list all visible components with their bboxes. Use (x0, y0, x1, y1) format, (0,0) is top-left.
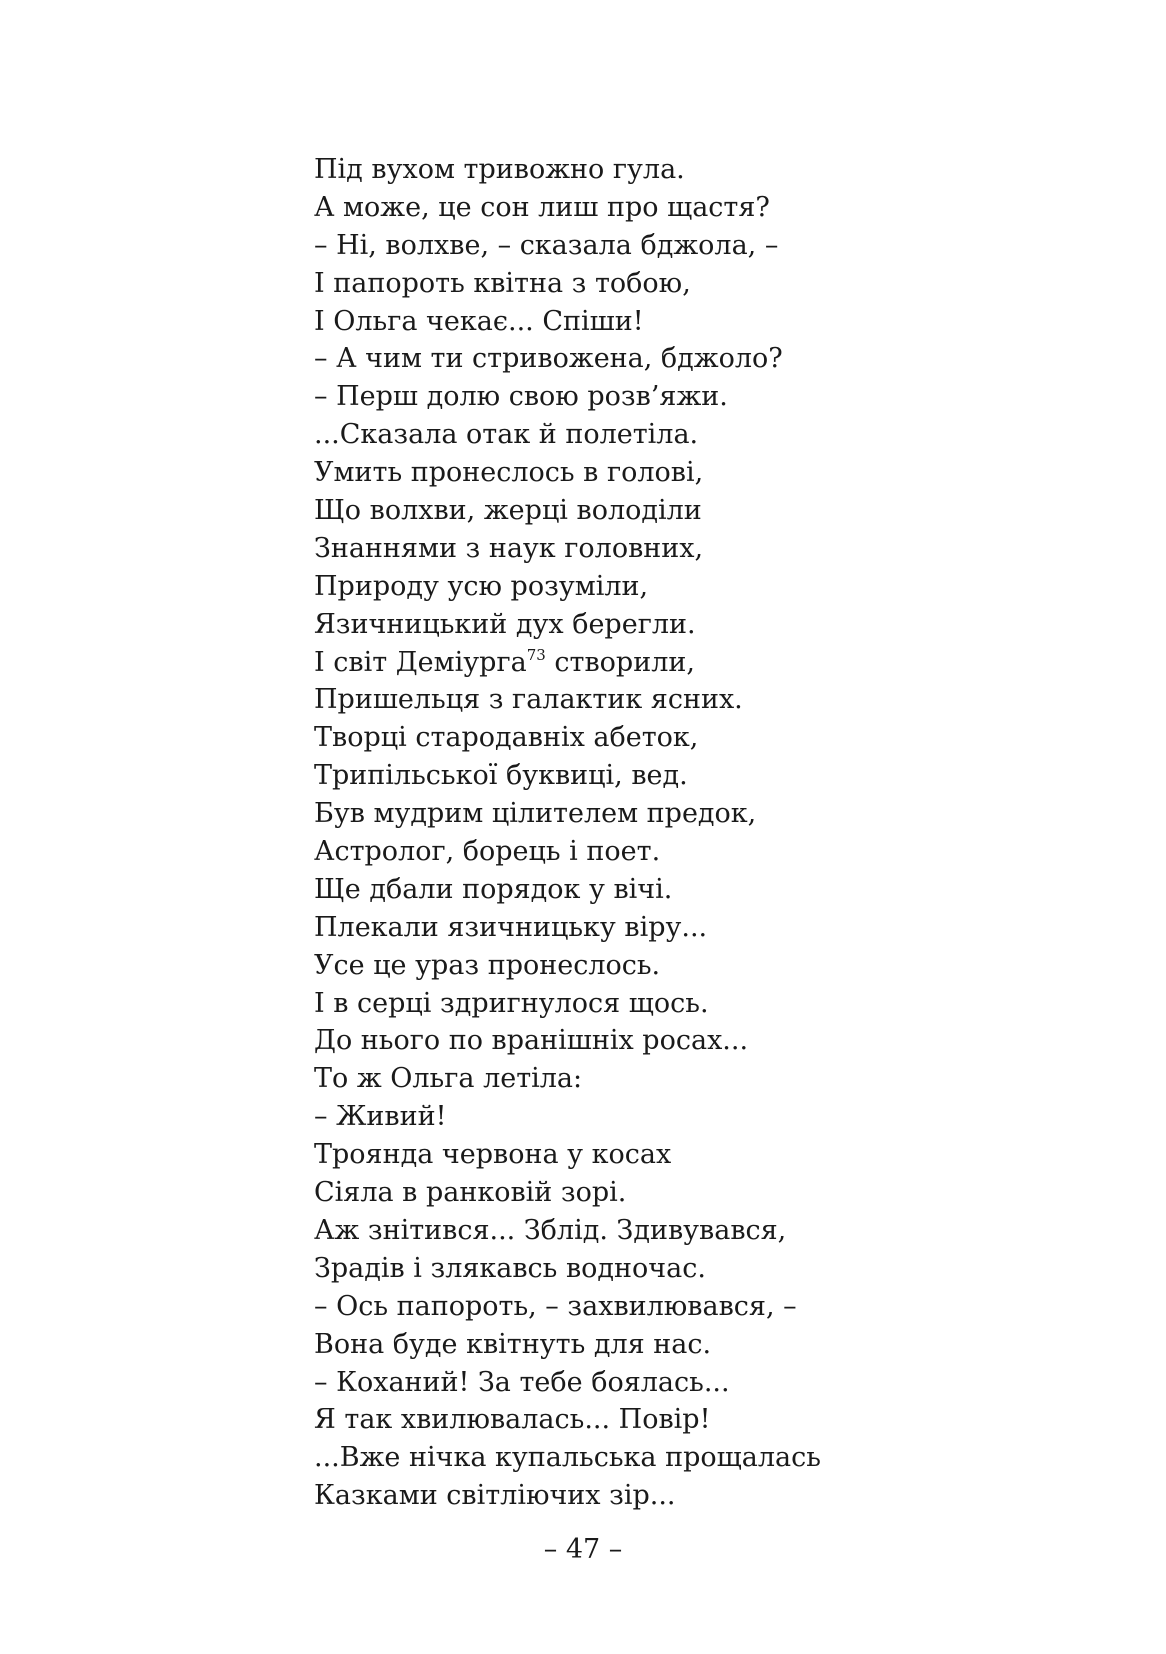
poem-line: Троянда червона у косах (314, 1139, 672, 1171)
poem-line: Умить пронеслось в голові, (314, 457, 704, 489)
poem-line: Казками світліючих зір... (314, 1480, 676, 1512)
poem-line: ...Сказала отак й полетіла. (314, 419, 699, 451)
poem-line: – Ні, волхве, – сказала бджола, – (314, 229, 779, 261)
poem-line: Що волхви, жерці володіли (314, 495, 702, 527)
poem-line: І в серці здригнулося щось. (314, 987, 709, 1019)
poem-line: А може, це сон лиш про щастя? (314, 191, 770, 223)
poem-line: Вона буде квітнуть для нас. (314, 1328, 712, 1360)
poem-line-text: створили, (545, 646, 695, 678)
poem-line-with-footnote (314, 644, 821, 682)
poem-line: – Живий! (314, 1101, 447, 1133)
poem-line-text: І світ Деміурга (314, 646, 527, 678)
footnote-mark: 73 (526, 645, 546, 664)
poem-line: Усе це ураз пронеслось. (314, 949, 661, 981)
poem-line: – Ось папороть, – захвилювався, – (314, 1290, 797, 1322)
poem-line: Аж знітився... Зблід. Здивувався, (314, 1214, 787, 1246)
poem-line: І папороть квітна з тобою, (314, 267, 691, 299)
poem-line: І Ольга чекає... Спіши! (314, 305, 644, 337)
poem-line: Язичницький дух берегли. (314, 608, 696, 640)
poem-line: – Перш долю свою розв’яжи. (314, 381, 728, 413)
poem-line: Трипільської буквиці, вед. (314, 760, 688, 792)
poem-line: – Коханий! За тебе боялась... (314, 1366, 730, 1398)
page-number: – 47 – (543, 1534, 623, 1565)
poem-line: – А чим ти стривожена, бджоло? (314, 343, 783, 375)
poem-text (314, 151, 821, 1515)
poem-line: Сіяла в ранковій зорі. (314, 1177, 627, 1209)
poem-line: Природу усю розуміли, (314, 570, 649, 602)
poem-line: Творці стародавніх абеток, (314, 722, 699, 754)
poem-line: До нього по вранішніх росах... (314, 1025, 749, 1057)
poem-line: Пришельця з галактик ясних. (314, 684, 743, 716)
poem-line: Зрадів і злякавсь водночас. (314, 1252, 706, 1284)
poem-line: Я так хвилювалась... Повір! (314, 1404, 711, 1436)
poem-line: Був мудрим цілителем предок, (314, 798, 757, 830)
poem-line: То ж Ольга летіла: (314, 1063, 583, 1095)
poem-line: Знаннями з наук головних, (314, 532, 704, 564)
poem-line: Плекали язичницьку віру... (314, 911, 708, 943)
poem-line: Під вухом тривожно гула. (314, 154, 685, 185)
poem-line: Ще дбали порядок у вічі. (314, 873, 673, 905)
poem-line: Астролог, борець і поет. (314, 836, 661, 868)
poem-line: ...Вже нічка купальська прощалась (314, 1442, 821, 1474)
